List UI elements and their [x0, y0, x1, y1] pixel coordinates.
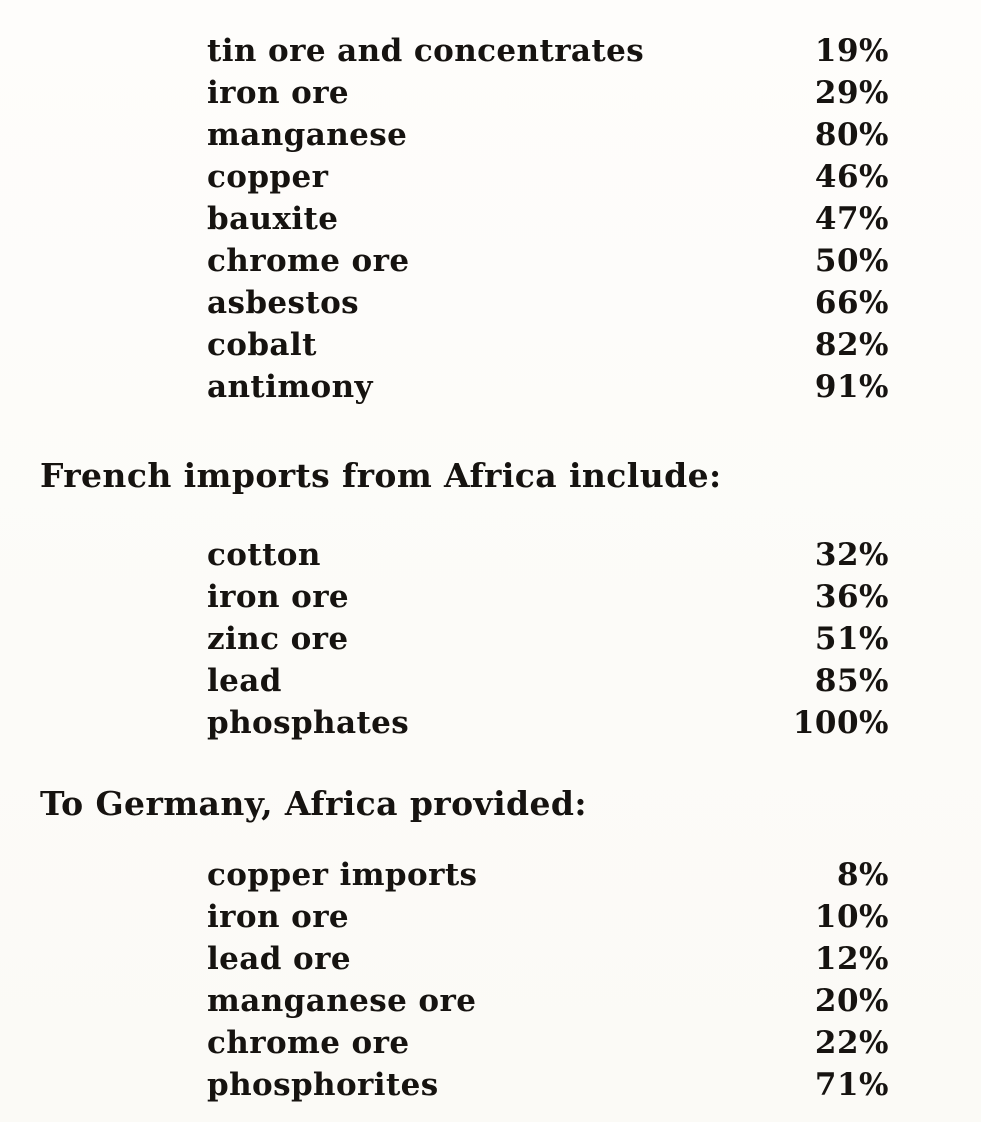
commodity-row	[40, 30, 889, 72]
commodity-row	[40, 198, 889, 240]
commodity-percentage: 80%	[814, 117, 889, 153]
commodity-percentage: 12%	[814, 941, 889, 977]
commodity-row	[40, 702, 889, 744]
commodity-percentage: 82%	[814, 327, 889, 363]
commodity-label: cobalt	[207, 327, 317, 363]
commodity-row	[40, 282, 889, 324]
commodity-label: manganese ore	[207, 983, 477, 1019]
commodity-percentage: 50%	[814, 243, 889, 279]
commodity-percentage: 51%	[814, 621, 889, 657]
commodity-label: chrome ore	[207, 1025, 410, 1061]
commodity-row	[40, 1022, 889, 1064]
commodity-row	[40, 576, 889, 618]
commodity-label: phosphates	[207, 705, 410, 741]
commodity-percentage: 8%	[836, 857, 889, 893]
commodity-row	[40, 240, 889, 282]
commodity-row	[40, 854, 889, 896]
minerals-list-section-1	[40, 30, 889, 408]
commodity-percentage: 22%	[814, 1025, 889, 1061]
commodity-label: asbestos	[207, 285, 360, 321]
commodity-row	[40, 618, 889, 660]
commodity-percentage: 47%	[814, 201, 889, 237]
commodity-row	[40, 660, 889, 702]
germany-provided-list	[40, 854, 889, 1106]
commodity-row	[40, 366, 889, 408]
commodity-percentage: 29%	[814, 75, 889, 111]
commodity-label: bauxite	[207, 201, 339, 237]
commodity-row	[40, 980, 889, 1022]
commodity-label: cotton	[207, 537, 321, 573]
commodity-percentage: 46%	[814, 159, 889, 195]
commodity-percentage: 20%	[814, 983, 889, 1019]
commodity-label: lead	[207, 663, 282, 699]
commodity-label: manganese	[207, 117, 408, 153]
section-heading-french-imports: French imports from Africa include:	[40, 456, 722, 495]
commodity-label: antimony	[207, 369, 373, 405]
commodity-row	[40, 114, 889, 156]
commodity-row	[40, 938, 889, 980]
commodity-label: iron ore	[207, 899, 350, 935]
commodity-row	[40, 324, 889, 366]
commodity-percentage: 100%	[792, 705, 889, 741]
commodity-row	[40, 896, 889, 938]
commodity-percentage: 91%	[814, 369, 889, 405]
commodity-label: iron ore	[207, 75, 350, 111]
commodity-label: copper	[207, 159, 329, 195]
commodity-percentage: 85%	[814, 663, 889, 699]
commodity-percentage: 66%	[814, 285, 889, 321]
section-heading-germany-provided: To Germany, Africa provided:	[40, 784, 587, 823]
commodity-row	[40, 534, 889, 576]
commodity-label: copper imports	[207, 857, 478, 893]
commodity-percentage: 71%	[814, 1067, 889, 1103]
commodity-percentage: 36%	[814, 579, 889, 615]
commodity-percentage: 32%	[814, 537, 889, 573]
french-imports-list	[40, 534, 889, 744]
commodity-percentage: 19%	[814, 33, 889, 69]
commodity-percentage: 10%	[814, 899, 889, 935]
commodity-label: chrome ore	[207, 243, 410, 279]
commodity-label: phosphorites	[207, 1067, 439, 1103]
commodity-row	[40, 156, 889, 198]
commodity-label: zinc ore	[207, 621, 349, 657]
commodity-row	[40, 72, 889, 114]
commodity-label: tin ore and concentrates	[207, 33, 645, 69]
commodity-label: iron ore	[207, 579, 350, 615]
commodity-row	[40, 1064, 889, 1106]
commodity-label: lead ore	[207, 941, 351, 977]
